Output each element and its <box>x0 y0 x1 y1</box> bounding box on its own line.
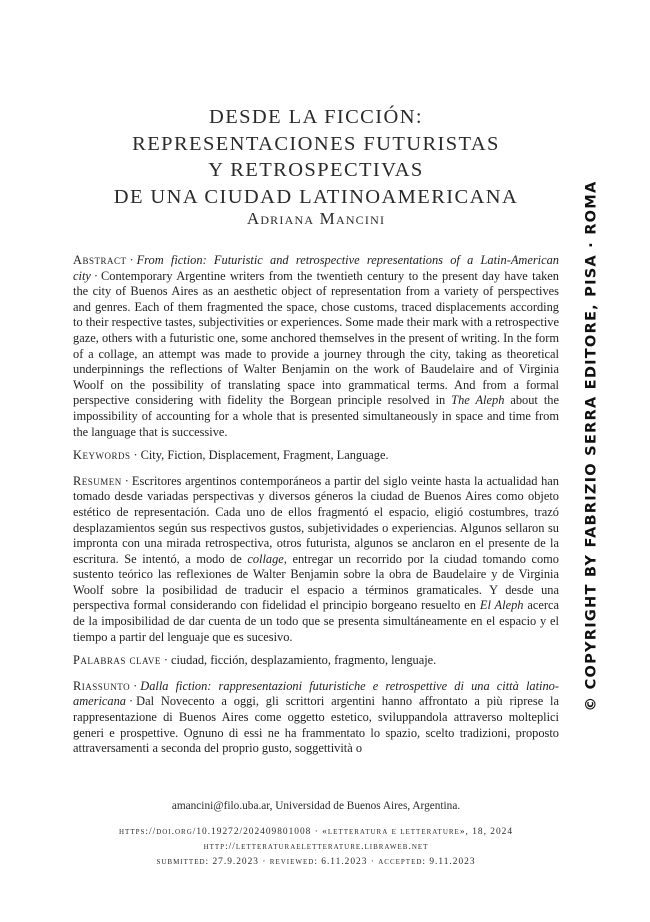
separator: · <box>133 678 138 693</box>
author-name: Adriana Mancini <box>246 209 386 228</box>
riassunto-label: Riassunto <box>73 678 131 693</box>
resumen-italic: collage <box>247 551 284 566</box>
separator: · <box>129 253 134 267</box>
title-line: Y RETROSPECTIVAS <box>208 159 424 182</box>
palabras-label: Palabras clave <box>73 653 161 668</box>
author-affiliation: amancini@filo.uba.ar, Universidad de Buenos Aires, Argentina. <box>171 800 461 812</box>
riassunto-title: Dalla fiction: rappresentazioni futuristiche e retrospettive di una città latino-americana <box>73 678 559 709</box>
abstract-text: Contemporary Argentine writers from the twentieth century to the present day have taken the city of Buenos Aires as an aesthetic object of representation from a variety of perspectives and genres. Each of them fragmented the space, chose customs, traced displacements according to their respective tastes, subjectivities or experiences. Some made their mark with a retrospective gaze, others with a futuristic one, some anchored themselves in the present of writing. In the form of a collage, an attempt was made to provide a journey through the city, taking as theoretical underpinnings the reflections of Walter Benjamin on the work of Baudelaire and of Virginia Woolf on the possibility of translating space into grammatical terms. And from a formal perspective considering with fidelity the Borgean principle resolved in <box>73 268 559 408</box>
title-line: DESDE LA FICCIÓN: <box>208 106 423 128</box>
resumen-italic: El Aleph <box>479 598 524 613</box>
copyright-notice <box>578 180 604 711</box>
keywords-text: City, Fiction, Displacement, Fragment, Language. <box>140 448 389 463</box>
article-title <box>73 104 559 210</box>
title-line: REPRESENTACIONES FUTURISTAS <box>132 132 500 155</box>
resumen-text: acerca de la imposibilidad de dar cuenta de un todo que se presenta simultáneamente en el espacio y el tiempo a partir del lenguaje que es sucesivo. <box>73 598 559 644</box>
separator: · <box>163 653 168 668</box>
keywords-label: Keywords <box>73 448 131 463</box>
separator: · <box>133 448 138 463</box>
journal-url: http://letteraturaeletterature.libraweb.net <box>203 842 429 852</box>
riassunto-paragraph <box>73 679 559 757</box>
doi-line: https://doi.org/10.19272/202409801008 · «letteratura e letterature», 18, 2024 <box>118 827 514 837</box>
copyright-text: © COPYRIGHT BY FABRIZIO SERRA EDITORE, PISA · ROMA <box>582 180 600 711</box>
resumen-text: , entregar un recorrido por la ciudad tomando como sustento teórico las reflexiones de Walter Benjamin sobre la obra de Baudelaire y de Virginia Woolf sobre la posibilidad de traducir el espacio a términos gramaticales. Y desde una perspectiva formal considerando con fidelidad el principio borgeano resuelto en <box>73 551 559 613</box>
abstract-label: Abstract <box>73 253 127 267</box>
abstracts-block <box>73 253 559 765</box>
resumen-paragraph <box>73 474 559 646</box>
abstract-text: about the impossibility of accounting for a whole that is presented simultaneously in space and time from the language that is successive. <box>73 393 559 439</box>
resumen-text: Escritores argentinos contemporáneos a partir del siglo veinte hasta la actualidad han tomado desde variadas perspectivas y diversos géneros la ciudad de Buenos Aires como objeto estético de representación. Cada uno de ellos fragmentó el espacio, eligió costumbres, trazó desplazamientos según sus respectivos gustos, subjetividades o experiencias. Algunos sellaron su impronta con una mirada retrospectiva, otros futurista, algunos se anclaron en el presente de la escritura. Se intentó, a modo de <box>73 473 559 566</box>
abstract-title: From fiction: Futuristic and retrospective representations of a Latin-American city <box>73 253 559 283</box>
abstract-italic-title: The Aleph <box>451 393 505 408</box>
separator: · <box>124 473 129 488</box>
title-line: DE UNA CIUDAD LATINOAMERICANA <box>113 185 519 208</box>
keywords-paragraph <box>73 448 559 464</box>
palabras-text: ciudad, ficción, desplazamiento, fragmento, lenguaje. <box>170 653 437 668</box>
riassunto-text: Dal Novecento a oggi, gli scrittori argentini hanno affrontato a più riprese la rappresentazione di Buenos Aires come oggetto estetico, sviluppandola attraverso molteplici generi e prospettive. Ognuno di essi ne ha frammentato lo spazio, scelto tradizioni, proposto attraversamenti a seconda del proprio gusto, soggettività o <box>73 694 559 756</box>
palabras-paragraph <box>73 653 559 669</box>
separator: · <box>129 694 134 709</box>
separator: · <box>93 268 99 283</box>
resumen-label: Resumen <box>73 473 122 488</box>
submission-dates: submitted: 27.9.2023 · reviewed: 6.11.2023 · accepted: 9.11.2023 <box>156 857 476 867</box>
abstract-paragraph <box>73 253 559 440</box>
